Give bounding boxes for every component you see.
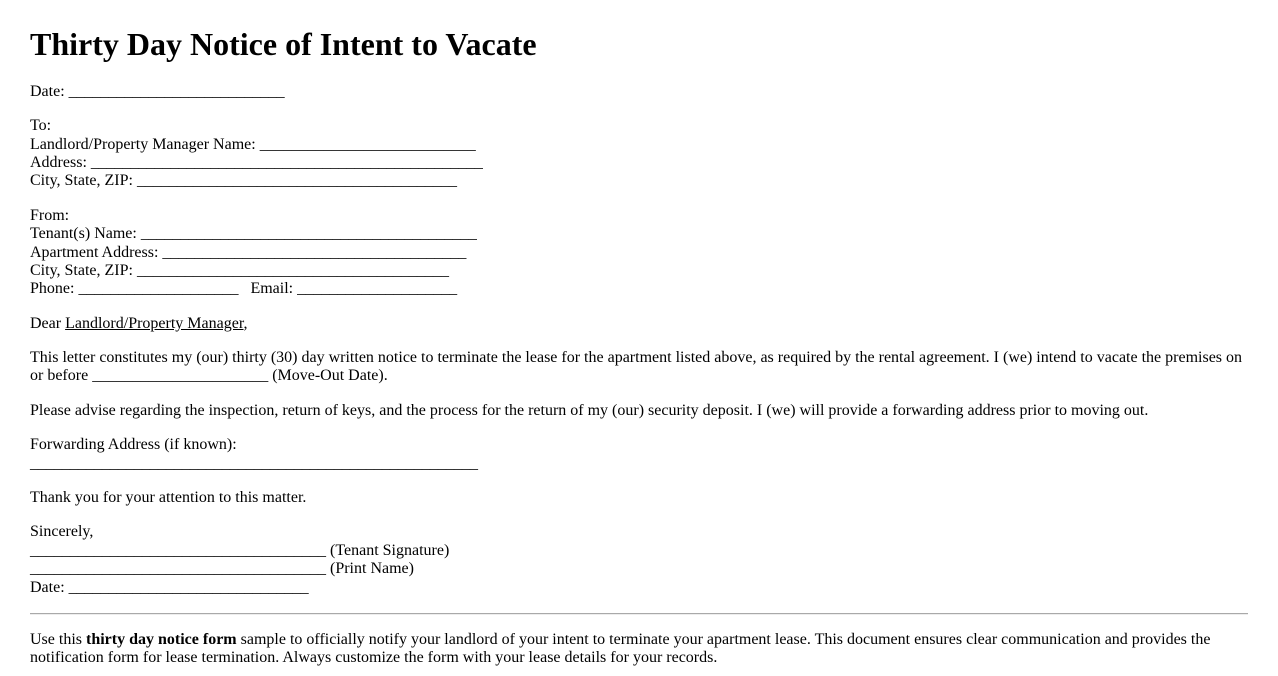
landlord-city-state-zip-field-line: City, State, ZIP: ________________________________________ — [30, 172, 457, 190]
notice-text-after-blank: (Move-Out Date). — [268, 367, 388, 385]
footer-bold-keyword: thirty day notice form — [86, 631, 237, 648]
to-block — [30, 117, 1248, 191]
salutation-line — [30, 315, 1248, 333]
thanks-line: Thank you for your attention to this matter. — [30, 489, 307, 507]
page-title: Thirty Day Notice of Intent to Vacate — [30, 26, 537, 62]
notice-document — [0, 26, 1278, 668]
signature-block — [30, 523, 1248, 597]
forwarding-address-block — [30, 436, 1248, 473]
deposit-paragraph: Please advise regarding the inspection, return of keys, and the process for the return of my (our) security deposit. I (we) will provide a forwarding address prior to moving out. — [30, 401, 1149, 419]
footer-text-suffix: sample to officially notify your landlord of your intent to terminate your apartment lease. This document ensures clear communication and provides the notification form for lease termination. Always customize the form with your lease details for your records. — [30, 631, 1211, 667]
forwarding-address-label: Forwarding Address (if known): — [30, 436, 237, 454]
salutation-suffix: , — [243, 314, 248, 332]
salutation-recipient: Landlord/Property Manager — [65, 314, 244, 332]
landlord-name-field-line: Landlord/Property Manager Name: ___________________________ — [30, 135, 476, 153]
date-field-line: Date: ___________________________ — [30, 82, 285, 100]
notice-text-before-blank: This letter constitutes my (our) thirty (30) day written notice to terminate the lease for the apartment listed above, as required by the rental agreement. I (we) intend to vacate the premises on or before — [30, 349, 1243, 385]
notice-paragraph — [30, 349, 1248, 386]
tenant-signature-line: _____________________________________ (Tenant Signature) — [30, 541, 450, 559]
footer-text-prefix: Use this — [30, 631, 86, 648]
tenant-city-state-zip-field-line: City, State, ZIP: _______________________________________ — [30, 261, 449, 279]
from-heading: From: — [30, 206, 70, 224]
signature-date-line: Date: ______________________________ — [30, 578, 309, 596]
phone-email-field-line: Phone: ____________________ Email: ____________________ — [30, 280, 458, 298]
print-name-line: _____________________________________ (Print Name) — [30, 560, 414, 578]
from-block — [30, 207, 1248, 299]
closing-line: Sincerely, — [30, 523, 94, 541]
tenant-name-field-line: Tenant(s) Name: __________________________________________ — [30, 225, 477, 243]
forwarding-address-blank: ________________________________________________________ — [30, 454, 478, 472]
landlord-address-field-line: Address: _________________________________________________ — [30, 153, 483, 171]
section-divider — [30, 613, 1248, 615]
move-out-date-blank: ______________________ — [92, 367, 269, 385]
salutation-prefix: Dear — [30, 314, 66, 332]
apartment-address-field-line: Apartment Address: ______________________________________ — [30, 243, 467, 261]
footer-description-paragraph — [30, 631, 1248, 668]
to-heading: To: — [30, 117, 52, 135]
